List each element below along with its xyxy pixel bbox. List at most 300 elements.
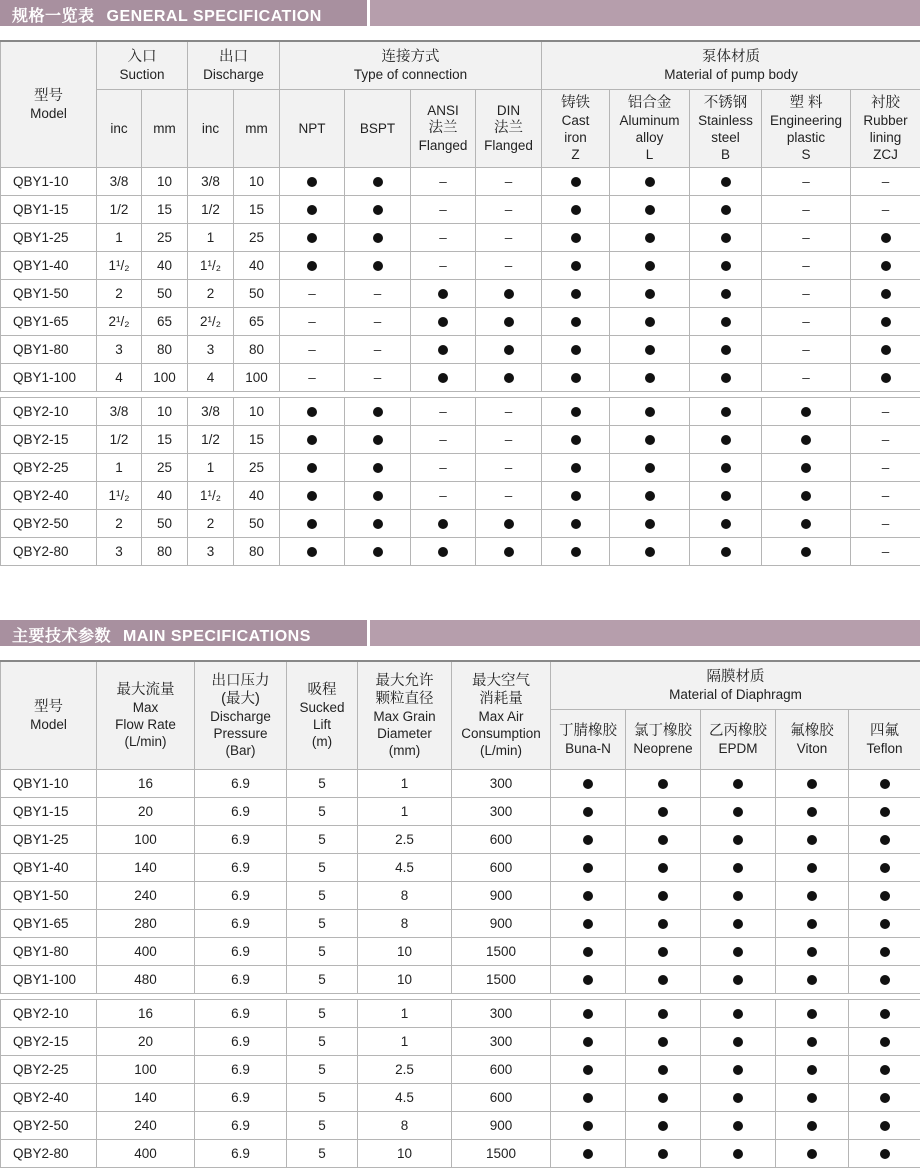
flow-rate-cell: 140 bbox=[97, 1083, 195, 1111]
ansi-flanged-cell bbox=[411, 425, 476, 453]
grain-diameter-cell: 10 bbox=[358, 965, 452, 993]
available-dot-icon bbox=[880, 1065, 890, 1075]
table-row bbox=[1, 965, 920, 993]
available-dot-icon bbox=[658, 807, 668, 817]
available-dot-icon bbox=[658, 1093, 668, 1103]
grain-diameter-cell: 1 bbox=[358, 797, 452, 825]
available-dot-icon bbox=[583, 1121, 593, 1131]
teflon-cell bbox=[849, 937, 920, 965]
stainless-steel-cell bbox=[690, 307, 762, 335]
model-cell: QBY1-100 bbox=[1, 363, 97, 391]
table-row bbox=[1, 363, 920, 391]
available-dot-icon bbox=[658, 1149, 668, 1159]
buna-n-cell bbox=[551, 797, 626, 825]
discharge-mm-cell: 25 bbox=[234, 223, 280, 251]
table-row bbox=[1, 453, 920, 481]
flow-rate-cell: 100 bbox=[97, 825, 195, 853]
not-available-dash: – bbox=[505, 230, 513, 245]
main-spec-table bbox=[0, 660, 920, 1168]
available-dot-icon bbox=[658, 863, 668, 873]
suction-inc-cell: 3/8 bbox=[97, 167, 142, 195]
npt-cell bbox=[280, 509, 345, 537]
not-available-dash: – bbox=[439, 258, 447, 273]
discharge-inc-cell: 2 bbox=[188, 509, 234, 537]
available-dot-icon bbox=[880, 1093, 890, 1103]
cast-iron-cell bbox=[542, 335, 610, 363]
available-dot-icon bbox=[733, 975, 743, 985]
not-available-dash: – bbox=[374, 342, 382, 357]
epdm-cell bbox=[701, 1111, 776, 1139]
available-dot-icon bbox=[801, 547, 811, 557]
lift-cell: 5 bbox=[287, 881, 358, 909]
teflon-cell bbox=[849, 965, 920, 993]
engineering-plastic-cell bbox=[762, 335, 851, 363]
table-row bbox=[1, 1111, 920, 1139]
buna-n-cell bbox=[551, 937, 626, 965]
header-diaphragm-material: 隔膜材质 Material of Diaphragm bbox=[551, 661, 920, 709]
table-row bbox=[1, 537, 920, 565]
ansi-flanged-cell bbox=[411, 363, 476, 391]
teflon-cell bbox=[849, 797, 920, 825]
header-discharge: 出口 Discharge bbox=[188, 41, 280, 89]
not-available-dash: – bbox=[439, 202, 447, 217]
cast-iron-cell bbox=[542, 279, 610, 307]
available-dot-icon bbox=[645, 177, 655, 187]
header-cast-iron: 铸铁 Cast iron Z bbox=[542, 89, 610, 167]
not-available-dash: – bbox=[882, 488, 890, 503]
model-cell: QBY1-80 bbox=[1, 335, 97, 363]
engineering-plastic-cell bbox=[762, 167, 851, 195]
header-discharge-inc: inc bbox=[188, 89, 234, 167]
model-cell: QBY2-50 bbox=[1, 1111, 97, 1139]
not-available-dash: – bbox=[374, 314, 382, 329]
teflon-cell bbox=[849, 769, 920, 797]
rubber-lining-cell bbox=[851, 167, 920, 195]
available-dot-icon bbox=[733, 1093, 743, 1103]
engineering-plastic-cell bbox=[762, 307, 851, 335]
cast-iron-cell bbox=[542, 167, 610, 195]
available-dot-icon bbox=[571, 177, 581, 187]
table-row bbox=[1, 481, 920, 509]
rubber-lining-cell bbox=[851, 223, 920, 251]
available-dot-icon bbox=[733, 779, 743, 789]
air-consumption-cell: 300 bbox=[452, 797, 551, 825]
epdm-cell bbox=[701, 937, 776, 965]
npt-cell bbox=[280, 453, 345, 481]
available-dot-icon bbox=[721, 177, 731, 187]
discharge-mm-cell: 80 bbox=[234, 537, 280, 565]
available-dot-icon bbox=[438, 317, 448, 327]
not-available-dash: – bbox=[308, 370, 316, 385]
buna-n-cell bbox=[551, 825, 626, 853]
available-dot-icon bbox=[373, 205, 383, 215]
banner-title-en: GENERAL SPECIFICATION bbox=[107, 8, 322, 25]
available-dot-icon bbox=[807, 919, 817, 929]
available-dot-icon bbox=[571, 491, 581, 501]
stainless-steel-cell bbox=[690, 425, 762, 453]
header-max-air-consumption: 最大空气 消耗量 Max Air Consumption (L/min) bbox=[452, 661, 551, 769]
bspt-cell bbox=[345, 195, 411, 223]
neoprene-cell bbox=[626, 909, 701, 937]
viton-cell bbox=[776, 937, 849, 965]
neoprene-cell bbox=[626, 999, 701, 1027]
table-row bbox=[1, 425, 920, 453]
table-row bbox=[1, 909, 920, 937]
epdm-cell bbox=[701, 999, 776, 1027]
available-dot-icon bbox=[571, 205, 581, 215]
discharge-inc-cell: 3 bbox=[188, 335, 234, 363]
not-available-dash: – bbox=[505, 258, 513, 273]
available-dot-icon bbox=[438, 547, 448, 557]
table-row bbox=[1, 999, 920, 1027]
header-din-flanged: DIN 法兰 Flanged bbox=[476, 89, 542, 167]
discharge-mm-cell: 65 bbox=[234, 307, 280, 335]
pressure-cell: 6.9 bbox=[195, 965, 287, 993]
discharge-mm-cell: 80 bbox=[234, 335, 280, 363]
available-dot-icon bbox=[880, 891, 890, 901]
suction-inc-cell: 3 bbox=[97, 537, 142, 565]
air-consumption-cell: 300 bbox=[452, 999, 551, 1027]
cast-iron-cell bbox=[542, 223, 610, 251]
discharge-mm-cell: 50 bbox=[234, 279, 280, 307]
ansi-flanged-cell bbox=[411, 481, 476, 509]
pressure-cell: 6.9 bbox=[195, 825, 287, 853]
pressure-cell: 6.9 bbox=[195, 909, 287, 937]
suction-mm-cell: 80 bbox=[142, 335, 188, 363]
table-row bbox=[1, 937, 920, 965]
available-dot-icon bbox=[373, 177, 383, 187]
table-row bbox=[1, 1027, 920, 1055]
suction-mm-cell: 25 bbox=[142, 223, 188, 251]
available-dot-icon bbox=[807, 1009, 817, 1019]
suction-inc-cell: 2 bbox=[97, 279, 142, 307]
neoprene-cell bbox=[626, 825, 701, 853]
header-engineering-plastic: 塑 料 Engineering plastic S bbox=[762, 89, 851, 167]
discharge-inc-cell: 1/2 bbox=[188, 195, 234, 223]
available-dot-icon bbox=[721, 317, 731, 327]
available-dot-icon bbox=[807, 975, 817, 985]
cast-iron-cell bbox=[542, 307, 610, 335]
din-flanged-cell bbox=[476, 481, 542, 509]
available-dot-icon bbox=[658, 947, 668, 957]
engineering-plastic-cell bbox=[762, 251, 851, 279]
ansi-flanged-cell bbox=[411, 537, 476, 565]
not-available-dash: – bbox=[308, 314, 316, 329]
model-cell: QBY2-40 bbox=[1, 1083, 97, 1111]
npt-cell bbox=[280, 481, 345, 509]
available-dot-icon bbox=[373, 519, 383, 529]
available-dot-icon bbox=[880, 863, 890, 873]
discharge-mm-cell: 40 bbox=[234, 251, 280, 279]
available-dot-icon bbox=[571, 345, 581, 355]
epdm-cell bbox=[701, 1027, 776, 1055]
not-available-dash: – bbox=[882, 544, 890, 559]
general-spec-banner bbox=[0, 0, 920, 26]
cast-iron-cell bbox=[542, 481, 610, 509]
grain-diameter-cell: 1 bbox=[358, 769, 452, 797]
cast-iron-cell bbox=[542, 425, 610, 453]
banner-title-en: MAIN SPECIFICATIONS bbox=[123, 628, 311, 645]
aluminum-alloy-cell bbox=[610, 223, 690, 251]
ansi-flanged-cell bbox=[411, 397, 476, 425]
engineering-plastic-cell bbox=[762, 363, 851, 391]
available-dot-icon bbox=[721, 463, 731, 473]
flow-rate-cell: 240 bbox=[97, 1111, 195, 1139]
model-cell: QBY1-100 bbox=[1, 965, 97, 993]
not-available-dash: – bbox=[439, 488, 447, 503]
air-consumption-cell: 900 bbox=[452, 909, 551, 937]
cast-iron-cell bbox=[542, 251, 610, 279]
suction-inc-cell: 2¹/₂ bbox=[97, 307, 142, 335]
available-dot-icon bbox=[721, 491, 731, 501]
stainless-steel-cell bbox=[690, 453, 762, 481]
rubber-lining-cell bbox=[851, 537, 920, 565]
pressure-cell: 6.9 bbox=[195, 1083, 287, 1111]
suction-mm-cell: 40 bbox=[142, 251, 188, 279]
lift-cell: 5 bbox=[287, 797, 358, 825]
flow-rate-cell: 280 bbox=[97, 909, 195, 937]
model-cell: QBY2-80 bbox=[1, 537, 97, 565]
teflon-cell bbox=[849, 825, 920, 853]
header-suction-inc: inc bbox=[97, 89, 142, 167]
pressure-cell: 6.9 bbox=[195, 769, 287, 797]
rubber-lining-cell bbox=[851, 397, 920, 425]
pressure-cell: 6.9 bbox=[195, 999, 287, 1027]
epdm-cell bbox=[701, 853, 776, 881]
npt-cell bbox=[280, 537, 345, 565]
general-spec-table bbox=[0, 40, 920, 566]
not-available-dash: – bbox=[882, 202, 890, 217]
rubber-lining-cell bbox=[851, 335, 920, 363]
buna-n-cell bbox=[551, 769, 626, 797]
viton-cell bbox=[776, 1027, 849, 1055]
teflon-cell bbox=[849, 1139, 920, 1167]
lift-cell: 5 bbox=[287, 825, 358, 853]
suction-inc-cell: 1¹/₂ bbox=[97, 481, 142, 509]
neoprene-cell bbox=[626, 1027, 701, 1055]
aluminum-alloy-cell bbox=[610, 509, 690, 537]
table-row bbox=[1, 279, 920, 307]
lift-cell: 5 bbox=[287, 1111, 358, 1139]
not-available-dash: – bbox=[802, 174, 810, 189]
available-dot-icon bbox=[880, 1121, 890, 1131]
available-dot-icon bbox=[880, 779, 890, 789]
available-dot-icon bbox=[583, 835, 593, 845]
suction-mm-cell: 100 bbox=[142, 363, 188, 391]
header-buna-n: 丁腈橡胶 Buna-N bbox=[551, 709, 626, 769]
suction-inc-cell: 3/8 bbox=[97, 397, 142, 425]
epdm-cell bbox=[701, 1083, 776, 1111]
available-dot-icon bbox=[373, 261, 383, 271]
available-dot-icon bbox=[881, 345, 891, 355]
header-suction-mm: mm bbox=[142, 89, 188, 167]
npt-cell bbox=[280, 279, 345, 307]
available-dot-icon bbox=[807, 1065, 817, 1075]
available-dot-icon bbox=[807, 947, 817, 957]
available-dot-icon bbox=[807, 891, 817, 901]
rubber-lining-cell bbox=[851, 307, 920, 335]
engineering-plastic-cell bbox=[762, 453, 851, 481]
header-suction: 入口 Suction bbox=[97, 41, 188, 89]
grain-diameter-cell: 8 bbox=[358, 909, 452, 937]
lift-cell: 5 bbox=[287, 769, 358, 797]
available-dot-icon bbox=[658, 835, 668, 845]
buna-n-cell bbox=[551, 1027, 626, 1055]
teflon-cell bbox=[849, 881, 920, 909]
model-cell: QBY2-80 bbox=[1, 1139, 97, 1167]
available-dot-icon bbox=[658, 975, 668, 985]
din-flanged-cell bbox=[476, 307, 542, 335]
pressure-cell: 6.9 bbox=[195, 881, 287, 909]
not-available-dash: – bbox=[505, 202, 513, 217]
header-sucked-lift: 吸程 Sucked Lift (m) bbox=[287, 661, 358, 769]
engineering-plastic-cell bbox=[762, 481, 851, 509]
available-dot-icon bbox=[645, 373, 655, 383]
not-available-dash: – bbox=[505, 460, 513, 475]
teflon-cell bbox=[849, 1055, 920, 1083]
table-row bbox=[1, 853, 920, 881]
suction-mm-cell: 15 bbox=[142, 195, 188, 223]
available-dot-icon bbox=[733, 1037, 743, 1047]
bspt-cell bbox=[345, 453, 411, 481]
aluminum-alloy-cell bbox=[610, 279, 690, 307]
epdm-cell bbox=[701, 1055, 776, 1083]
available-dot-icon bbox=[721, 345, 731, 355]
suction-mm-cell: 25 bbox=[142, 453, 188, 481]
available-dot-icon bbox=[583, 975, 593, 985]
not-available-dash: – bbox=[439, 230, 447, 245]
available-dot-icon bbox=[645, 491, 655, 501]
available-dot-icon bbox=[658, 891, 668, 901]
cast-iron-cell bbox=[542, 509, 610, 537]
model-cell: QBY1-25 bbox=[1, 825, 97, 853]
table-row bbox=[1, 825, 920, 853]
din-flanged-cell bbox=[476, 453, 542, 481]
available-dot-icon bbox=[504, 317, 514, 327]
buna-n-cell bbox=[551, 1111, 626, 1139]
lift-cell: 5 bbox=[287, 999, 358, 1027]
not-available-dash: – bbox=[882, 404, 890, 419]
available-dot-icon bbox=[721, 233, 731, 243]
viton-cell bbox=[776, 769, 849, 797]
rubber-lining-cell bbox=[851, 251, 920, 279]
bspt-cell bbox=[345, 481, 411, 509]
stainless-steel-cell bbox=[690, 335, 762, 363]
bspt-cell bbox=[345, 397, 411, 425]
aluminum-alloy-cell bbox=[610, 425, 690, 453]
model-cell: QBY2-25 bbox=[1, 453, 97, 481]
neoprene-cell bbox=[626, 1055, 701, 1083]
pressure-cell: 6.9 bbox=[195, 1055, 287, 1083]
available-dot-icon bbox=[658, 1009, 668, 1019]
available-dot-icon bbox=[307, 177, 317, 187]
available-dot-icon bbox=[721, 205, 731, 215]
lift-cell: 5 bbox=[287, 937, 358, 965]
banner-title-zh: 主要技术参数 bbox=[12, 628, 111, 645]
available-dot-icon bbox=[645, 205, 655, 215]
available-dot-icon bbox=[438, 373, 448, 383]
available-dot-icon bbox=[571, 547, 581, 557]
suction-mm-cell: 10 bbox=[142, 167, 188, 195]
available-dot-icon bbox=[807, 863, 817, 873]
available-dot-icon bbox=[658, 1037, 668, 1047]
available-dot-icon bbox=[571, 233, 581, 243]
air-consumption-cell: 600 bbox=[452, 825, 551, 853]
pressure-cell: 6.9 bbox=[195, 1139, 287, 1167]
header-model: 型号 Model bbox=[1, 41, 97, 167]
available-dot-icon bbox=[733, 891, 743, 901]
available-dot-icon bbox=[721, 373, 731, 383]
rubber-lining-cell bbox=[851, 453, 920, 481]
din-flanged-cell bbox=[476, 537, 542, 565]
available-dot-icon bbox=[658, 1121, 668, 1131]
neoprene-cell bbox=[626, 1139, 701, 1167]
model-cell: QBY2-40 bbox=[1, 481, 97, 509]
available-dot-icon bbox=[880, 1009, 890, 1019]
available-dot-icon bbox=[583, 891, 593, 901]
available-dot-icon bbox=[571, 463, 581, 473]
teflon-cell bbox=[849, 1083, 920, 1111]
discharge-mm-cell: 15 bbox=[234, 195, 280, 223]
available-dot-icon bbox=[881, 317, 891, 327]
banner-title-zh: 规格一览表 bbox=[12, 8, 95, 25]
aluminum-alloy-cell bbox=[610, 307, 690, 335]
available-dot-icon bbox=[438, 289, 448, 299]
available-dot-icon bbox=[801, 463, 811, 473]
neoprene-cell bbox=[626, 1083, 701, 1111]
viton-cell bbox=[776, 1139, 849, 1167]
model-cell: QBY1-10 bbox=[1, 769, 97, 797]
buna-n-cell bbox=[551, 999, 626, 1027]
available-dot-icon bbox=[807, 835, 817, 845]
available-dot-icon bbox=[880, 1149, 890, 1159]
aluminum-alloy-cell bbox=[610, 195, 690, 223]
aluminum-alloy-cell bbox=[610, 537, 690, 565]
rubber-lining-cell bbox=[851, 279, 920, 307]
available-dot-icon bbox=[801, 519, 811, 529]
not-available-dash: – bbox=[308, 286, 316, 301]
available-dot-icon bbox=[645, 317, 655, 327]
npt-cell bbox=[280, 251, 345, 279]
table-row bbox=[1, 1139, 920, 1167]
viton-cell bbox=[776, 881, 849, 909]
teflon-cell bbox=[849, 1027, 920, 1055]
header-stainless-steel: 不锈钢 Stainless steel B bbox=[690, 89, 762, 167]
discharge-inc-cell: 3 bbox=[188, 537, 234, 565]
header-aluminum-alloy: 铝合金 Aluminum alloy L bbox=[610, 89, 690, 167]
available-dot-icon bbox=[658, 1065, 668, 1075]
ansi-flanged-cell bbox=[411, 307, 476, 335]
bspt-cell bbox=[345, 167, 411, 195]
header-ansi-flanged: ANSI 法兰 Flanged bbox=[411, 89, 476, 167]
suction-mm-cell: 50 bbox=[142, 279, 188, 307]
lift-cell: 5 bbox=[287, 1139, 358, 1167]
available-dot-icon bbox=[307, 491, 317, 501]
bspt-cell bbox=[345, 335, 411, 363]
pressure-cell: 6.9 bbox=[195, 853, 287, 881]
din-flanged-cell bbox=[476, 335, 542, 363]
discharge-inc-cell: 1 bbox=[188, 453, 234, 481]
model-cell: QBY2-10 bbox=[1, 999, 97, 1027]
aluminum-alloy-cell bbox=[610, 251, 690, 279]
table-row bbox=[1, 195, 920, 223]
suction-mm-cell: 10 bbox=[142, 397, 188, 425]
available-dot-icon bbox=[807, 807, 817, 817]
cast-iron-cell bbox=[542, 397, 610, 425]
din-flanged-cell bbox=[476, 363, 542, 391]
header-discharge-mm: mm bbox=[234, 89, 280, 167]
lift-cell: 5 bbox=[287, 1055, 358, 1083]
